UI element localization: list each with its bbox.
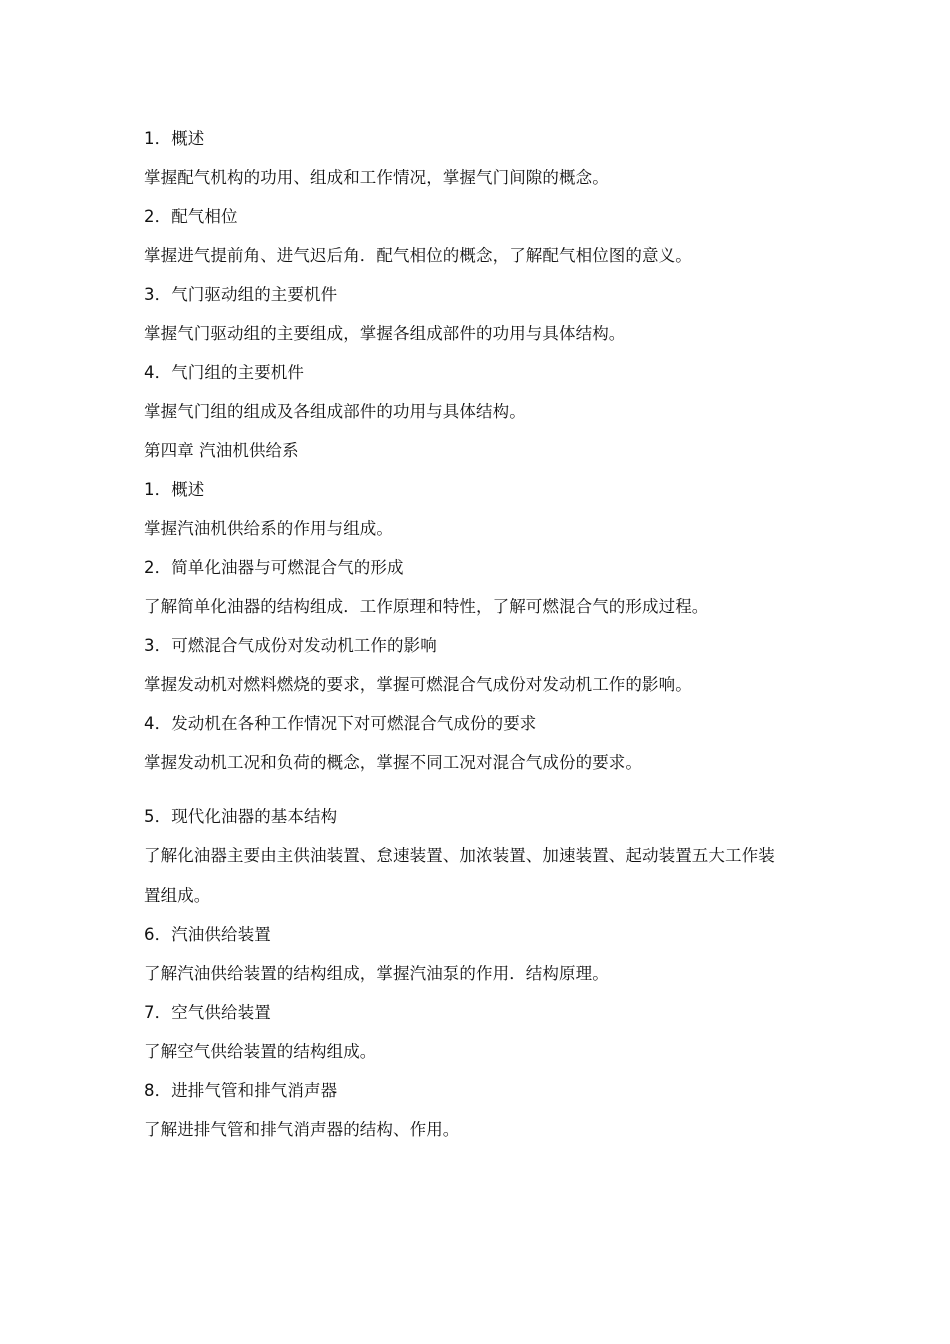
paragraph-simple-carburetor: 了解简单化油器的结构组成．工作原理和特性，了解可燃混合气的形成过程。 (144, 597, 709, 616)
paragraph-modern-carburetor: 了解化油器主要由主供油装置、怠速装置、加浓装置、加速装置、起动装置五大工作装 (144, 846, 775, 865)
paragraph-valve-timing: 掌握进气提前角、进气迟后角．配气相位的概念，了解配气相位图的意义。 (144, 246, 692, 265)
paragraph-modern-carburetor-continued: 置组成。 (144, 886, 211, 905)
heading-valve-drive-group: 3．气门驱动组的主要机件 (144, 285, 338, 304)
paragraph-valve-drive-group: 掌握气门驱动组的主要组成，掌握各组成部件的功用与具体结构。 (144, 324, 626, 343)
chapter-title: 第四章 汽油机供给系 (144, 441, 299, 460)
paragraph-mixture-effect: 掌握发动机对燃料燃烧的要求，掌握可燃混合气成份对发动机工作的影响。 (144, 675, 692, 694)
paragraph-valve-group: 掌握气门组的组成及各组成部件的功用与具体结构。 (144, 402, 526, 421)
paragraph-manifold-muffler: 了解进排气管和排气消声器的结构、作用。 (144, 1120, 460, 1139)
heading-valve-group: 4．气门组的主要机件 (144, 363, 304, 382)
paragraph-mixture-requirements: 掌握发动机工况和负荷的概念，掌握不同工况对混合气成份的要求。 (144, 753, 642, 772)
heading-valve-timing: 2．配气相位 (144, 207, 238, 226)
heading-mixture-effect: 3．可燃混合气成份对发动机工作的影响 (144, 636, 437, 655)
heading-modern-carburetor: 5．现代化油器的基本结构 (144, 807, 338, 826)
paragraph-fuel-system: 掌握汽油机供给系的作用与组成。 (144, 519, 393, 538)
heading-overview-2: 1．概述 (144, 480, 205, 499)
paragraph-fuel-supply: 了解汽油供给装置的结构组成，掌握汽油泵的作用．结构原理。 (144, 964, 609, 983)
heading-simple-carburetor: 2．简单化油器与可燃混合气的形成 (144, 558, 404, 577)
heading-manifold-muffler: 8．进排气管和排气消声器 (144, 1081, 338, 1100)
document-body (144, 128, 804, 1141)
heading-overview-1: 1．概述 (144, 129, 205, 148)
heading-fuel-supply: 6．汽油供给装置 (144, 925, 271, 944)
paragraph-air-supply: 了解空气供给装置的结构组成。 (144, 1042, 377, 1061)
paragraph-valve-train: 掌握配气机构的功用、组成和工作情况，掌握气门间隙的概念。 (144, 168, 609, 187)
heading-mixture-requirements: 4．发动机在各种工作情况下对可燃混合气成份的要求 (144, 714, 537, 733)
heading-air-supply: 7．空气供给装置 (144, 1003, 271, 1022)
